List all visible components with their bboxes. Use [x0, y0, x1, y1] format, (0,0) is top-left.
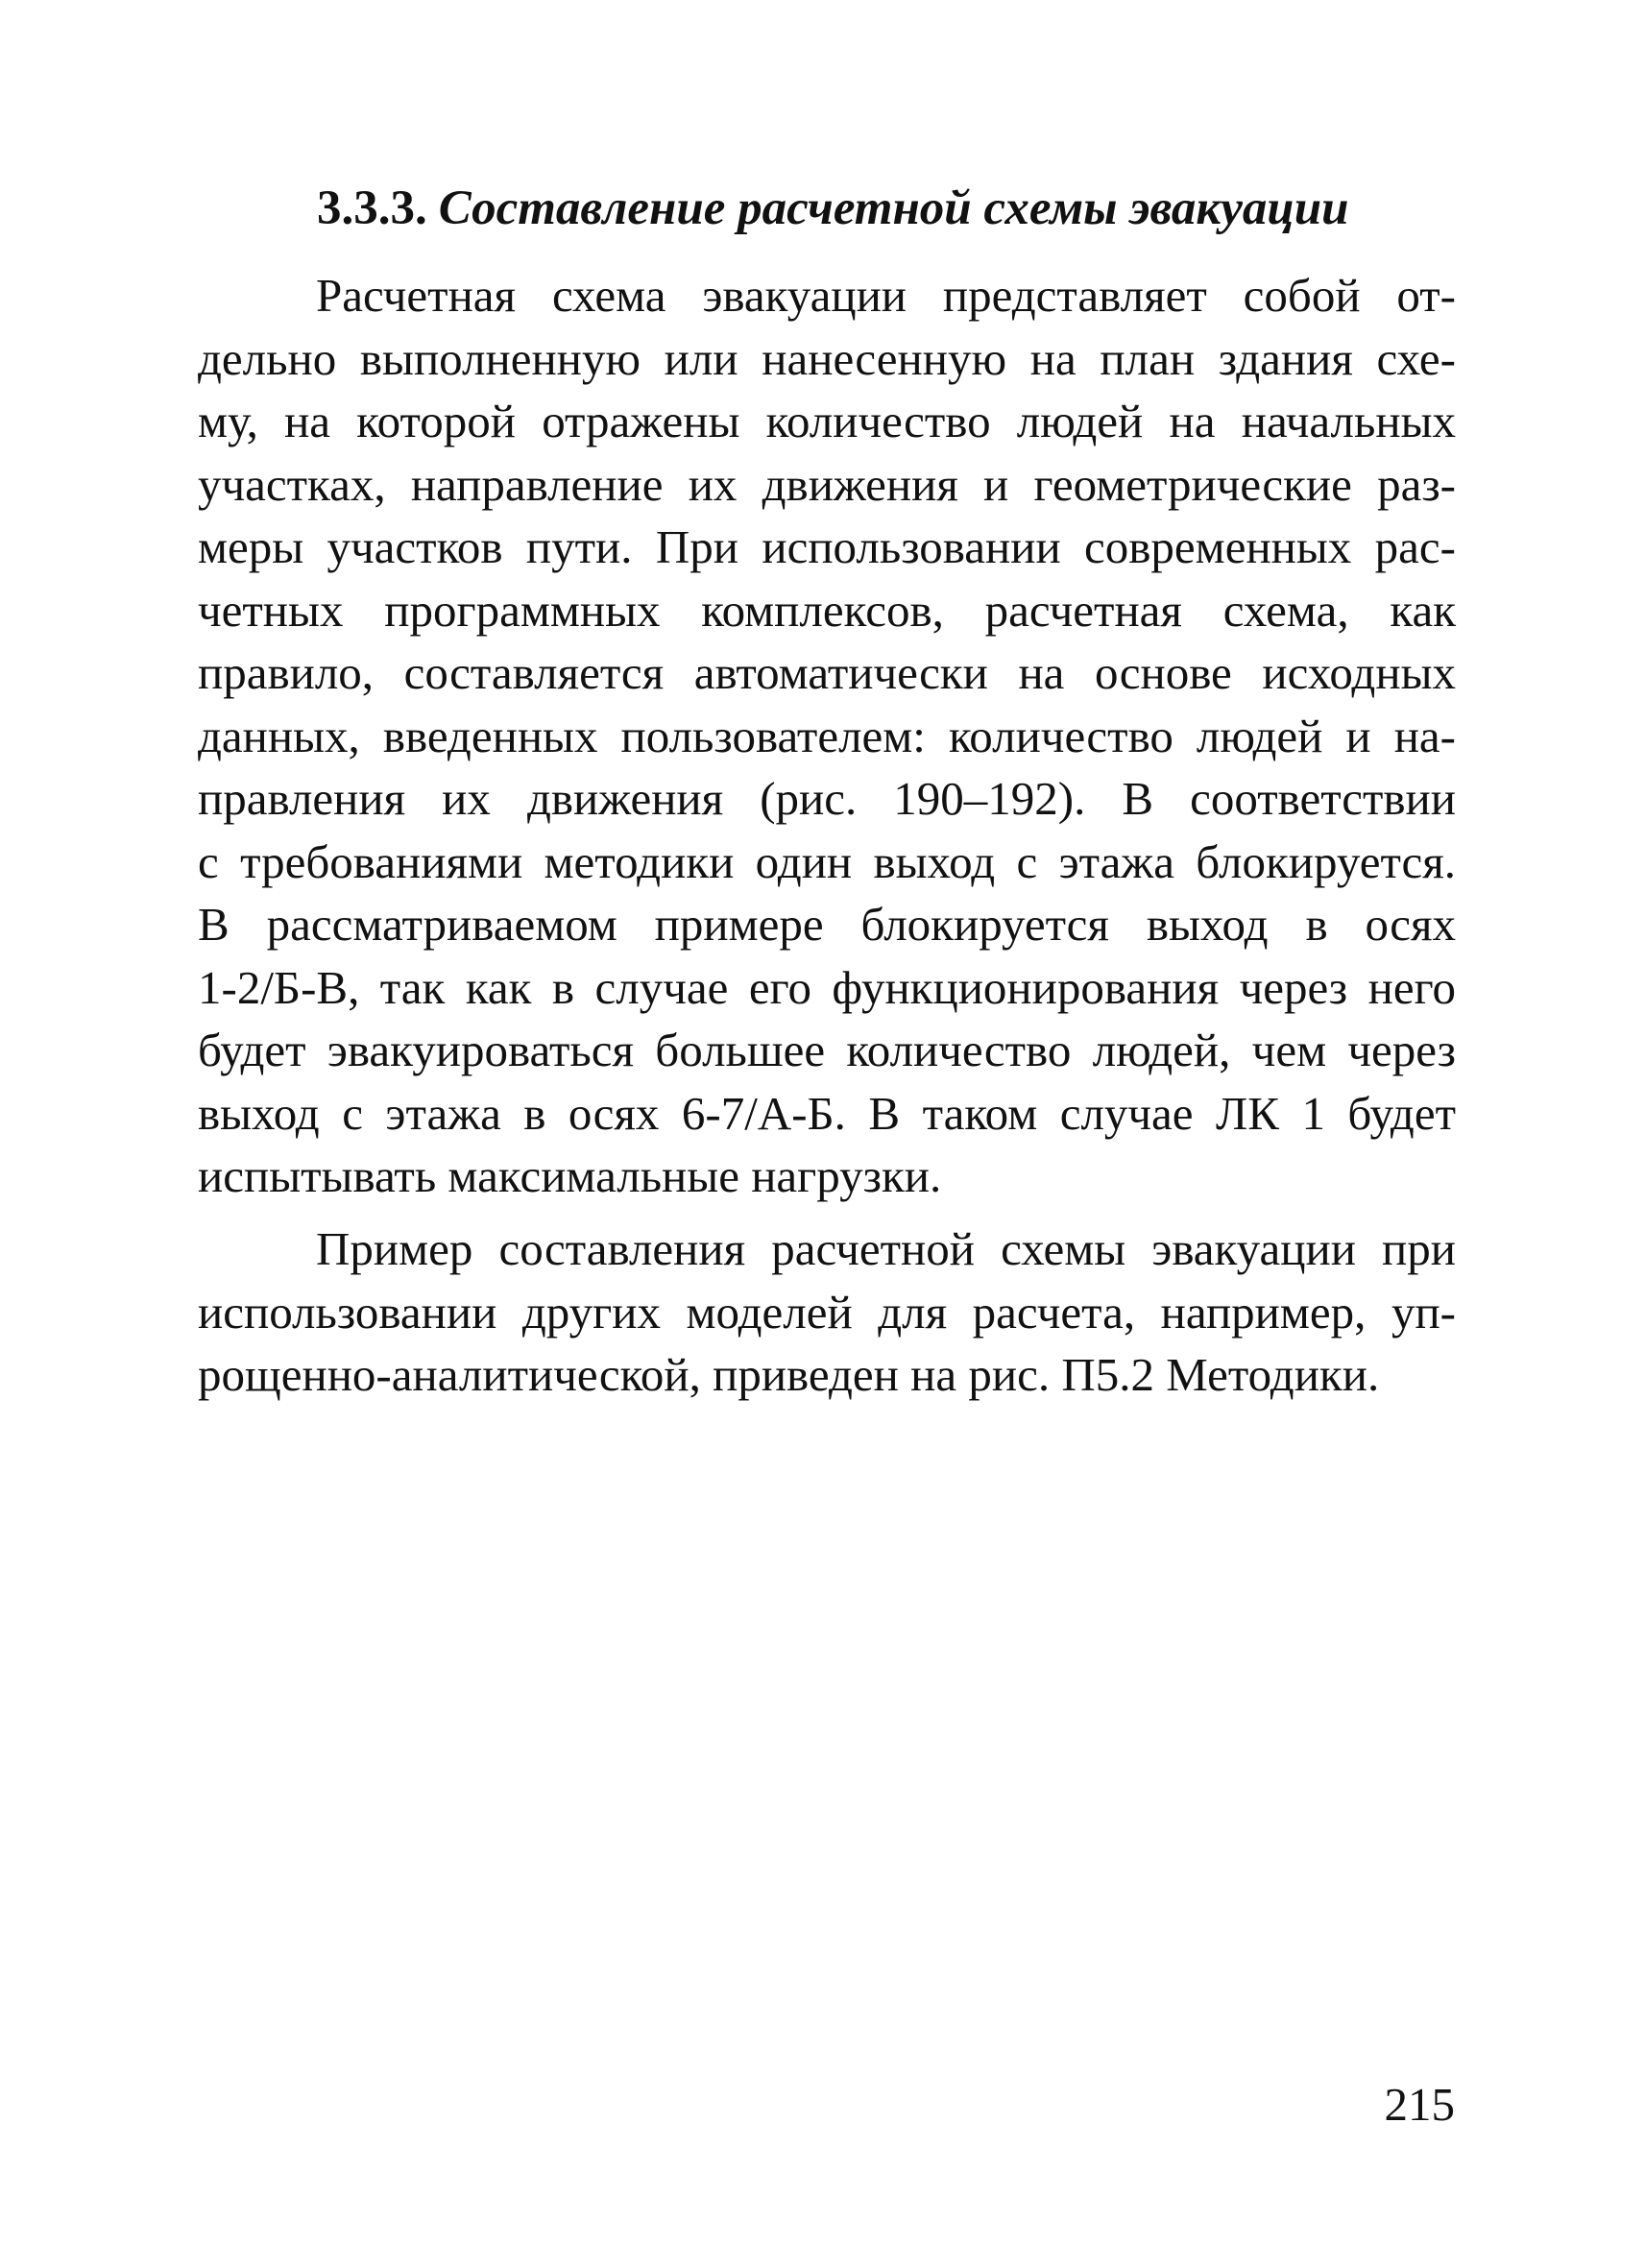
paragraph-evacuation-scheme: [198, 264, 1456, 1208]
text-line: с требованиями методики один выход с этажа блокируется.: [198, 834, 1456, 888]
section-title: Составление расчетной схемы эвакуации: [438, 181, 1349, 235]
text-line: Пример составления расчетной схемы эвакуации при: [316, 1222, 1456, 1275]
text-line: использовании других моделей для расчета, например, уп-: [198, 1285, 1456, 1339]
text-line: правления их движения (рис. 190–192). В соответствии: [198, 772, 1456, 825]
section-number: 3.3.3.: [317, 181, 427, 235]
text-line: правило, составляется автоматически на основе исходных: [198, 646, 1456, 699]
text-line: выход с этажа в осях 6-7/А-Б. В таком случае ЛК 1 будет: [198, 1086, 1456, 1140]
text-line: будет эвакуироваться большее количество людей, чем через: [198, 1024, 1456, 1076]
text-line: участках, направление их движения и геометрические раз-: [198, 457, 1456, 511]
text-line: рощенно-аналитической, приведен на рис. П5.2 Методики.: [198, 1348, 1380, 1401]
text-line: дельно выполненную или нанесенную на план здания схе-: [198, 331, 1456, 385]
text-line: В рассматриваемом примере блокируется выход в осях: [198, 898, 1456, 951]
text-line: Расчетная схема эвакуации представляет собой от-: [316, 269, 1456, 322]
paragraph-example-reference: [198, 1218, 1456, 1407]
text-line: му, на которой отражены количество людей на начальных: [198, 395, 1456, 447]
page-number: 215: [1384, 2078, 1455, 2131]
section-heading: [317, 175, 1469, 242]
text-line: четных программных комплексов, расчетная схема, как: [198, 583, 1456, 637]
text-line: данных, введенных пользователем: количество людей и на-: [198, 709, 1456, 762]
text-line: испытывать максимальные нагрузки.: [198, 1149, 942, 1202]
text-line: 1-2/Б-В, так как в случае его функционирования через него: [198, 960, 1456, 1014]
text-line: меры участков пути. При использовании современных рас-: [198, 520, 1456, 573]
